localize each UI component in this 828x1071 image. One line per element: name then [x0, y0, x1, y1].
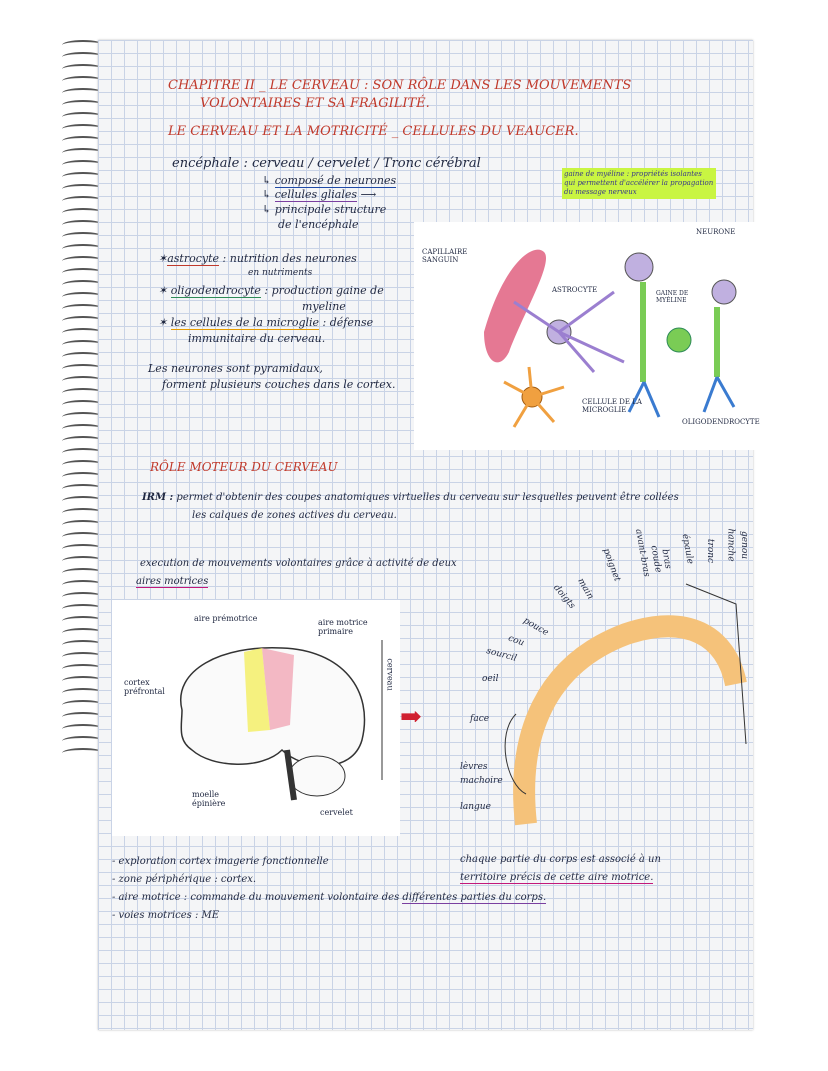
homunculus-cou: cou [506, 633, 526, 649]
microglie-sub: immunitaire du cerveau. [188, 332, 326, 345]
label-moelle: moelle épinière [192, 790, 226, 808]
homunculus-epaule: épaule [679, 533, 695, 565]
homunculus-poignet: poignet [600, 547, 622, 583]
chapter-title-line2: VOLONTAIRES ET SA FRAGILITÉ. [200, 96, 430, 111]
label-astrocyte: ASTROCYTE [552, 286, 598, 294]
irm-line2: les calques de zones actives du cerveau. [192, 510, 397, 521]
brain-figure [112, 600, 400, 836]
label-microglie: CELLULE DE LA MICROGLIE [582, 398, 642, 414]
homunculus-main: main [575, 576, 596, 602]
homunculus-hanche: hanche [725, 528, 736, 562]
oligo-line: ✶ oligodendrocyte : production gaine de [158, 284, 384, 297]
label-motrice-primaire: aire motrice primaire [318, 618, 368, 636]
section1-heading: LE CERVEAU ET LA MOTRICITÉ _ CELLULES DU VEAUCER. [168, 124, 579, 139]
cell-figure [414, 222, 760, 450]
bottom-note-2: - zone périphérique : cortex. [112, 874, 257, 885]
homunculus-face: face [470, 714, 490, 724]
label-gaine: GAINE DE MYÉLINE [656, 290, 689, 304]
irm-line1: IRM : permet d'obtenir des coupes anatomiques virtuelles du cerveau sur lesquelles peuvent être collées [142, 492, 679, 503]
homunculus-avant-bras: avant-bras [633, 528, 652, 578]
encephale-sub3: ↳ principale structure [262, 203, 387, 216]
exec-line1: execution de mouvements volontaires grâce à activité de deux [140, 558, 457, 569]
homunculus-bras: bras [659, 548, 673, 570]
encephale-sub2: ↳ cellules gliales ⟶ [262, 188, 377, 201]
homunculus-levres: lèvres [460, 762, 488, 772]
bottom-note-3: - aire motrice : commande du mouvement volontaire des différentes parties du corps. [112, 892, 547, 903]
homunculus-coude: coude [648, 544, 663, 574]
homunculus-langue: langue [460, 802, 491, 812]
exec-line2: aires motrices [136, 576, 209, 587]
bottom-note-4: - voies motrices : ME [112, 910, 220, 921]
label-neurone: NEURONE [696, 228, 736, 236]
bottom-right-2: territoire précis de cette aire motrice. [460, 872, 654, 883]
encephale-sub4: de l'encéphale [278, 218, 359, 231]
label-cerveau: cerveau [385, 658, 395, 691]
spiral-binding [62, 40, 102, 760]
section2-heading: RÔLE MOTEUR DU CERVEAU [150, 460, 338, 474]
homunculus-sourcil: sourcil [485, 646, 518, 664]
homunculus-drawing [456, 534, 756, 840]
homunculus-figure [456, 528, 756, 840]
astrocyte-sub: en nutriments [248, 268, 313, 278]
neurones-line1: Les neurones sont pyramidaux, [148, 362, 323, 375]
encephale-sub1: ↳ composé de neurones [262, 174, 397, 187]
homunculus-machoire: machoire [460, 776, 503, 786]
label-oligodendrocyte: OLIGODENDROCYTE [682, 418, 760, 426]
chapter-title-line1: CHAPITRE II _ LE CERVEAU : SON RÔLE DANS LES MOUVEMENTS [168, 78, 632, 93]
arrow-icon: ➡ [400, 702, 422, 732]
encephale-line: encéphale : cerveau / cervelet / Tronc cérébral [172, 156, 481, 171]
label-capillaire: CAPILLAIRE SANGUIN [422, 248, 468, 264]
microglie-line: ✶ les cellules de la microglie : défense [158, 316, 374, 329]
myelin-note: gaine de myéline : propriétés isolantes qui permettent d'accélérer la propagation du message nerveux [562, 168, 716, 199]
homunculus-tronc: tronc [705, 538, 716, 564]
homunculus-genou: genou [739, 530, 750, 560]
bottom-note-1: - exploration cortex imagerie fonctionnelle [112, 856, 329, 867]
astrocyte-line: ✶astrocyte : nutrition des neurones [158, 252, 357, 265]
label-cervelet: cervelet [320, 808, 353, 817]
homunculus-oeil: oeil [482, 674, 499, 684]
oligo-sub: myeline [302, 300, 346, 313]
bottom-right-1: chaque partie du corps est associé à un [460, 854, 661, 865]
homunculus-pouce: pouce [521, 615, 551, 639]
homunculus-doigts: doigts [551, 583, 577, 611]
neurones-line2: forment plusieurs couches dans le cortex. [162, 378, 396, 391]
label-premotrice: aire prémotrice [194, 614, 258, 623]
label-cortex-prefrontal: cortex préfrontal [124, 678, 165, 696]
